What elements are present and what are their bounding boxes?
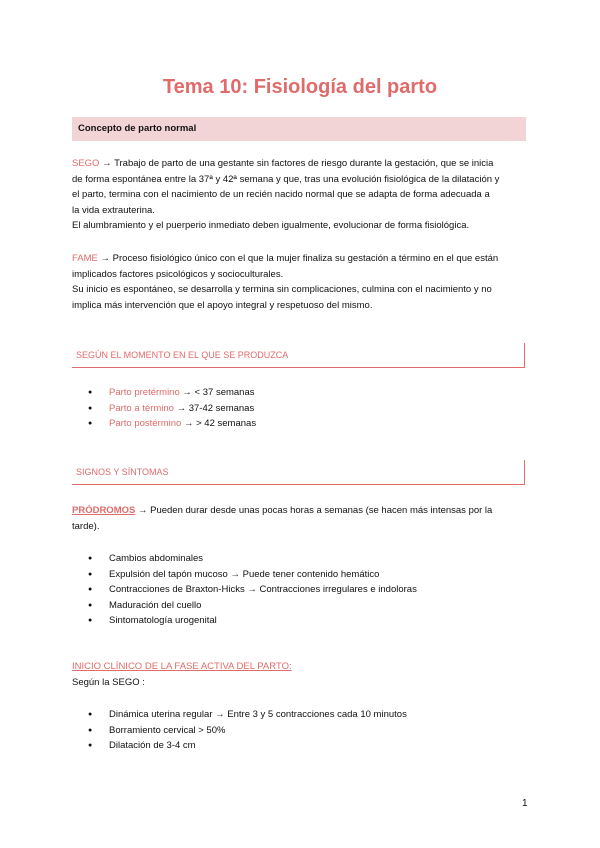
- fame-line-2: implicados factores psicológicos y socioculturales.: [72, 268, 284, 280]
- sego-line-5: El alumbramiento y el puerperio inmediato deben igualmente, evolucionar de forma fisiológica.: [72, 220, 470, 231]
- active-phase-list: [88, 707, 407, 754]
- page-number: 1: [522, 798, 528, 809]
- list-item: ● Dinámica uterina regular → Entre 3 y 5 contracciones cada 10 minutos: [88, 707, 407, 723]
- list-item: ● Parto postérmino → > 42 semanas: [88, 416, 256, 432]
- sego-line-3: el parto, termina con el nacimiento de un recién nacido normal que se adapta de forma adecuada a: [72, 189, 490, 200]
- prodromos-line-2: tarde).: [72, 520, 100, 532]
- sego-line-4: la vida extrauterina.: [72, 204, 155, 216]
- list-item: ● Parto pretérmino → < 37 semanas: [88, 385, 256, 401]
- fame-definition: [72, 251, 532, 313]
- list-item: ● Expulsión del tapón mucoso → Puede tener contenido hemático: [88, 567, 417, 583]
- prodromos-definition: [72, 503, 532, 534]
- fame-label: FAME: [72, 253, 98, 264]
- list-item: ● Borramiento cervical > 50%: [88, 723, 407, 739]
- prodromos-list: [88, 551, 417, 629]
- list-item: ● Dilatación de 3-4 cm: [88, 738, 407, 754]
- active-phase-label: INICIO CLÍNICO DE LA FASE ACTIVA DEL PARTO:: [72, 661, 292, 672]
- prodromos-line-1: → Pueden durar desde unas pocas horas a semanas (se hacen más intensas por la: [135, 505, 493, 516]
- sego-line-1: Trabajo de parto de una gestante sin factores de riesgo durante la gestación, que se inicia: [114, 158, 494, 169]
- fame-line-3: Su inicio es espontáneo, se desarrolla y termina sin complicaciones, culmina con el nacimiento y no: [72, 284, 492, 295]
- list-item: ● Maduración del cuello: [88, 598, 417, 614]
- concept-header-label: Concepto de parto normal: [78, 123, 197, 134]
- list-item: ● Sintomatología urogenital: [88, 613, 417, 629]
- section-moment-label: SEGÚN EL MOMENTO EN EL QUE SE PRODUZCA: [76, 350, 289, 360]
- active-phase-block: [72, 659, 532, 690]
- list-item: ● Parto a término → 37-42 semanas: [88, 401, 256, 417]
- fame-line-4: implica más intervención que el apoyo integral y respetuoso del mismo.: [72, 299, 373, 311]
- sego-arrow: →: [99, 158, 115, 169]
- page-title: Tema 10: Fisiología del parto: [162, 76, 438, 98]
- sego-definition: [72, 156, 532, 234]
- fame-arrow: →: [97, 253, 113, 264]
- section-signs-header: [72, 460, 525, 485]
- concept-header: [72, 117, 526, 141]
- list-item: ● Contracciones de Braxton-Hicks → Contracciones irregulares e indoloras: [88, 582, 417, 598]
- sego-line-2: de forma espontánea entre la 37ª y 42ª semana y que, tras una evolución fisiológica de la dilatación y: [72, 173, 500, 185]
- section-signs-label: SIGNOS Y SÍNTOMAS: [76, 467, 169, 477]
- list-item: ● Cambios abdominales: [88, 551, 417, 567]
- sego-label: SEGO: [72, 158, 100, 169]
- section-moment-header: [72, 343, 525, 368]
- fame-line-1: Proceso fisiológico único con el que la mujer finaliza su gestación a término en el que están: [112, 253, 499, 264]
- active-phase-subtitle: Según la SEGO :: [72, 676, 145, 688]
- prodromos-label: PRÓDROMOS: [72, 505, 136, 516]
- moment-list: [88, 385, 256, 432]
